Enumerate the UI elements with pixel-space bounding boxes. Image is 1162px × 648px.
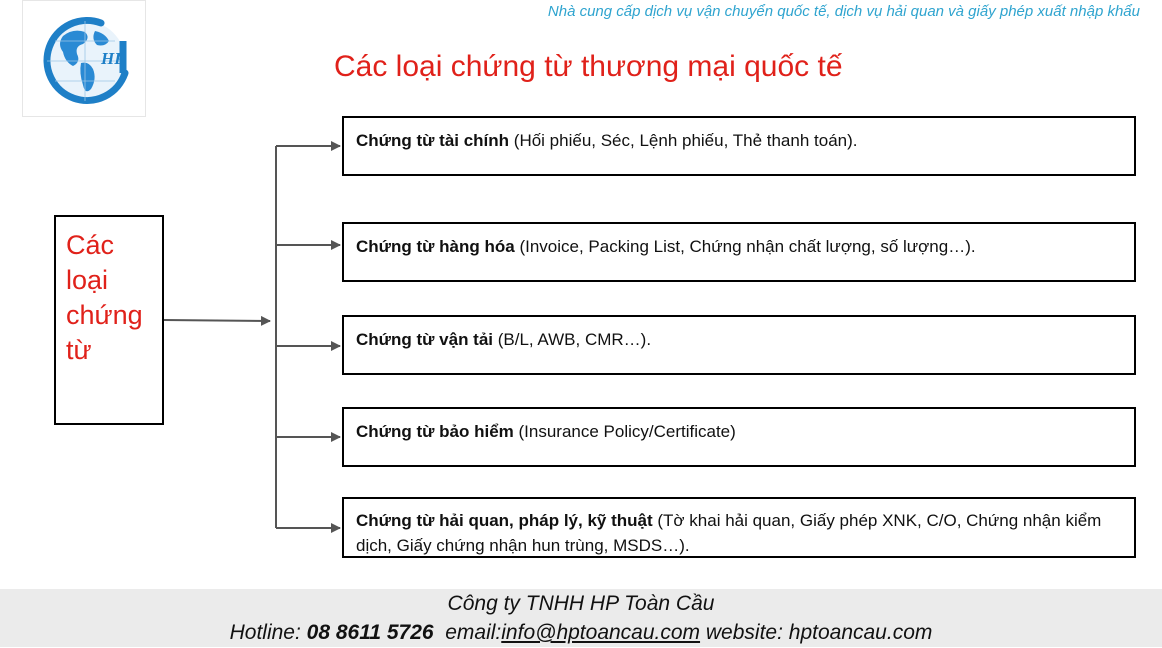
category-name: Chứng từ hải quan, pháp lý, kỹ thuật	[356, 511, 653, 530]
category-goods	[342, 222, 1136, 282]
category-name: Chứng từ hàng hóa	[356, 237, 515, 256]
company-name: Công ty TNHH HP Toàn Cầu	[447, 592, 715, 615]
hotline-number[interactable]: 08 8611 5726	[306, 621, 434, 644]
category-name: Chứng từ tài chính	[356, 131, 510, 150]
category-insurance	[342, 407, 1136, 467]
category-detail: (Insurance Policy/Certificate)	[513, 422, 736, 441]
website-link[interactable]: hptoancau.com	[788, 621, 933, 644]
logo-text: HP	[101, 49, 125, 68]
category-financial	[342, 116, 1136, 176]
category-name: Chứng từ bảo hiểm	[356, 422, 514, 441]
category-detail: (Invoice, Packing List, Chứng nhận chất lượng, số lượng…).	[514, 237, 976, 256]
email-link[interactable]: info@hptoancau.com	[501, 621, 701, 644]
category-customs-legal	[342, 497, 1136, 558]
footer	[0, 589, 1162, 647]
root-node-label: Các loại chứng từ	[66, 230, 143, 365]
hotline-label: Hotline:	[229, 621, 307, 644]
website-label: website:	[700, 621, 789, 644]
category-transport	[342, 315, 1136, 375]
email-label: email:	[445, 621, 502, 644]
category-detail: (B/L, AWB, CMR…).	[493, 330, 652, 349]
category-detail: (Hối phiếu, Séc, Lệnh phiếu, Thẻ thanh toán).	[509, 131, 858, 150]
root-arrow	[164, 320, 270, 321]
contact-line	[0, 618, 1162, 648]
page-title: Các loại chứng từ thương mại quốc tế	[334, 50, 843, 83]
category-name: Chứng từ vận tải	[356, 330, 494, 349]
tagline: Nhà cung cấp dịch vụ vận chuyển quốc tế, dịch vụ hải quan và giấy phép xuất nhập khẩu	[547, 3, 1140, 20]
category-detail: (Tờ khai hải quan, Giấy phép XNK, C/O, Chứng nhận kiểm dịch, Giấy chứng nhận hun trùng, MSDS…).	[356, 511, 1102, 555]
